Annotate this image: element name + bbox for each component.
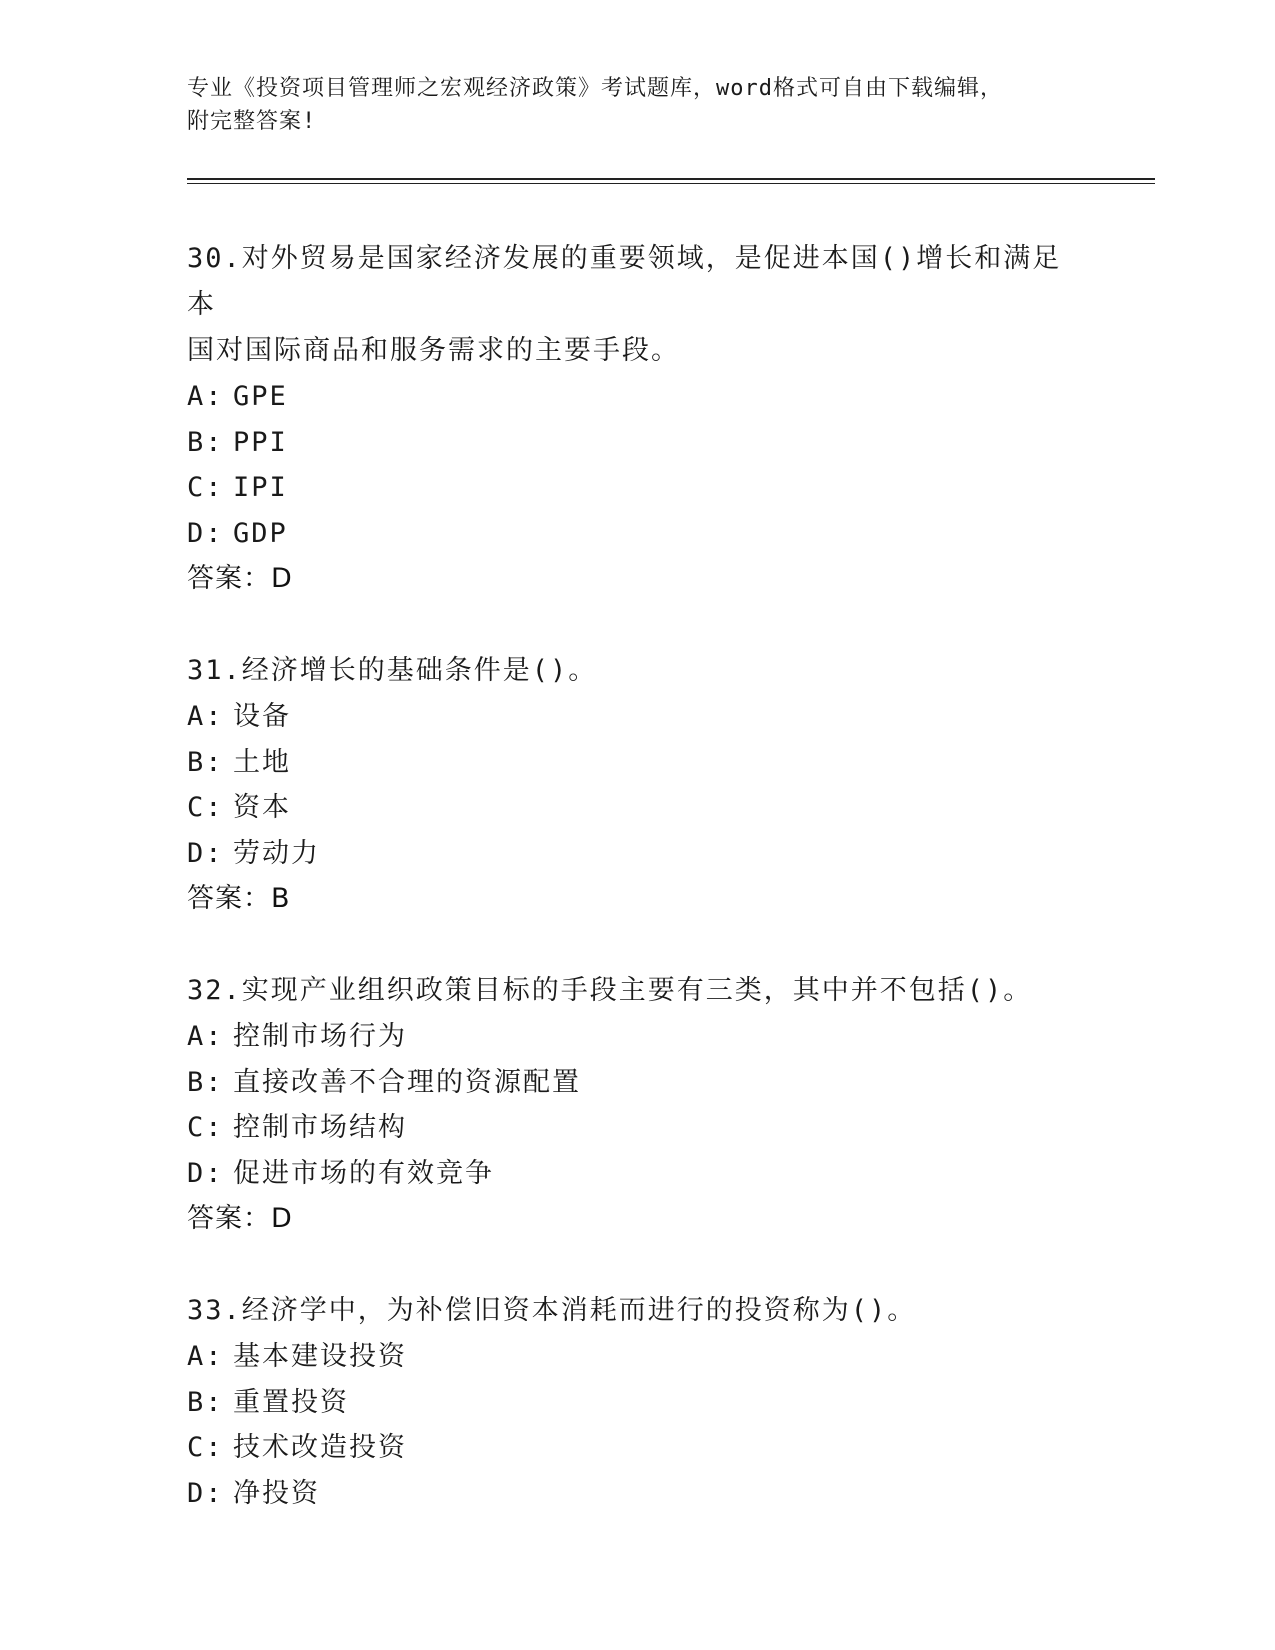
answer-label: 答案：B: [187, 883, 291, 914]
question-stem-line-1: 31.经济增长的基础条件是()。: [187, 655, 598, 686]
question-stem-line-1: 30.对外贸易是国家经济发展的重要领域，是促进本国()增长和满足本: [187, 243, 1062, 320]
question-stem: [187, 236, 1087, 374]
option-text: 基本建设投资: [233, 1341, 407, 1372]
answer-label: 答案：D: [187, 563, 293, 594]
option-c: [187, 1425, 1087, 1471]
question-32: [187, 968, 1087, 1242]
option-a: [187, 694, 1087, 740]
question-33: [187, 1288, 1087, 1516]
option-text: 技术改造投资: [233, 1432, 407, 1463]
header-divider-thick: [187, 178, 1155, 180]
option-b: [187, 420, 1087, 466]
option-letter: D:: [187, 837, 224, 869]
option-b: [187, 1060, 1087, 1106]
option-c: [187, 1105, 1087, 1151]
option-a: [187, 374, 1087, 420]
question-stem: [187, 648, 1087, 694]
option-text: PPI: [233, 426, 288, 458]
option-letter: D:: [187, 1477, 224, 1509]
question-stem: [187, 1288, 1087, 1334]
option-d: [187, 511, 1087, 557]
question-stem: [187, 968, 1087, 1014]
header-line-2: 附完整答案!: [187, 109, 317, 134]
option-text: IPI: [233, 472, 288, 503]
option-text: GDP: [233, 517, 288, 549]
option-d: [187, 831, 1087, 877]
option-text: 净投资: [233, 1477, 320, 1509]
document-header: [187, 72, 1087, 138]
question-stem-line-2: 国对国际商品和服务需求的主要手段。: [187, 335, 680, 366]
option-letter: B:: [187, 746, 224, 778]
option-letter: C:: [187, 1432, 224, 1463]
question-stem-line-1: 32.实现产业组织政策目标的手段主要有三类，其中并不包括()。: [187, 975, 1033, 1006]
option-text: GPE: [233, 381, 288, 412]
option-text: 促进市场的有效竞争: [233, 1157, 494, 1189]
option-text: 直接改善不合理的资源配置: [233, 1066, 581, 1098]
option-b: [187, 1380, 1087, 1426]
option-letter: C:: [187, 472, 224, 503]
option-letter: B:: [187, 1386, 224, 1418]
question-30: [187, 236, 1087, 602]
option-letter: A:: [187, 381, 224, 412]
option-text: 设备: [233, 701, 291, 732]
option-letter: A:: [187, 1021, 224, 1052]
option-letter: B:: [187, 426, 224, 458]
option-letter: B:: [187, 1066, 224, 1098]
option-letter: A:: [187, 1341, 224, 1372]
option-letter: A:: [187, 701, 224, 732]
question-stem-line-1: 33.经济学中，为补偿旧资本消耗而进行的投资称为()。: [187, 1295, 917, 1326]
option-text: 资本: [233, 792, 291, 823]
option-a: [187, 1334, 1087, 1380]
option-text: 劳动力: [233, 837, 320, 869]
question-list: [187, 236, 1087, 1562]
option-letter: D:: [187, 1157, 224, 1189]
answer-label: 答案：D: [187, 1203, 293, 1234]
option-letter: C:: [187, 792, 224, 823]
header-divider-thin: [187, 183, 1155, 184]
option-d: [187, 1471, 1087, 1517]
option-letter: C:: [187, 1112, 224, 1143]
option-b: [187, 740, 1087, 786]
option-text: 重置投资: [233, 1386, 349, 1418]
option-c: [187, 465, 1087, 511]
option-text: 控制市场行为: [233, 1021, 407, 1052]
option-letter: D:: [187, 517, 224, 549]
option-c: [187, 785, 1087, 831]
question-31: [187, 648, 1087, 922]
header-line-1: 专业《投资项目管理师之宏观经济政策》考试题库，word格式可自由下载编辑，: [187, 76, 1003, 101]
option-a: [187, 1014, 1087, 1060]
option-text: 控制市场结构: [233, 1112, 407, 1143]
option-text: 土地: [233, 746, 291, 778]
option-d: [187, 1151, 1087, 1197]
